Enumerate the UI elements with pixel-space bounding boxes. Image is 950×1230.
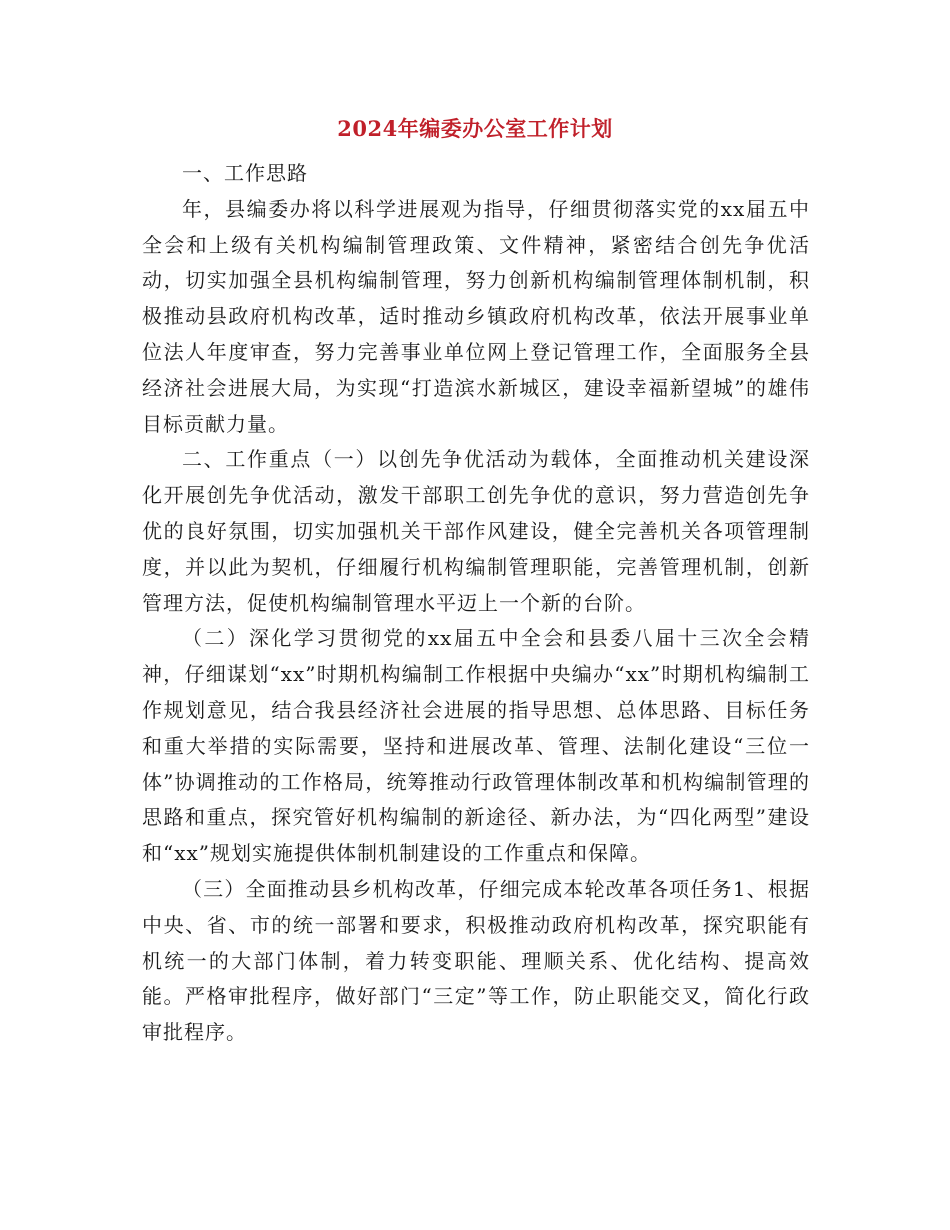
paragraph-key-work-3: （三）全面推动县乡机构改革，仔细完成本轮改革各项任务1、根据中央、省、市的统一部署和要求，积极推动政府机构改革，探究职能有机统一的大部门体制，着力转变职能、理顺关系、优化结构、提高效能。严格审批程序，做好部门“三定”等工作，防止职能交叉，简化行政审批程序。: [142, 876, 810, 1045]
section-heading-approach: 一、工作思路: [182, 161, 308, 185]
paragraph-key-work-2: （二）深化学习贯彻党的xx届五中全会和县委八届十三次全会精神，仔细谋划“xx”时期机构编制工作根据中央编办“xx”时期机构编制工作规划意见，结合我县经济社会进展的指导思想、总体思路、目标任务和重大举措的实际需要，坚持和进展改革、管理、法制化建设“三位一体”协调推动的工作格局，统筹推动行政管理体制改革和机构编制管理的思路和重点，探究管好机构编制的新途径、新办法，为“四化两型”建设和“xx”规划实施提供体制机制建设的工作重点和保障。: [142, 626, 810, 866]
paragraph-key-work-1: 二、工作重点（一）以创先争优活动为载体，全面推动机关建设深化开展创先争优活动，激发干部职工创先争优的意识，努力营造创先争优的良好氛围，切实加强机关干部作风建设，健全完善机关各项管理制度，并以此为契机，仔细履行机构编制管理职能，完善管理机制，创新管理方法，促使机构编制管理水平迈上一个新的台阶。: [142, 447, 810, 615]
document-body: [142, 156, 810, 1051]
document-title: 2024年编委办公室工作计划: [337, 116, 613, 141]
paragraph-approach: 年，县编委办将以科学进展观为指导，仔细贯彻落实党的xx届五中全会和上级有关机构编制管理政策、文件精神，紧密结合创先争优活动，切实加强全县机构编制管理，努力创新机构编制管理体制机制，积极推动县政府机构改革，适时推动乡镇政府机构改革，依法开展事业单位法人年度审查，努力完善事业单位网上登记管理工作，全面服务全县经济社会进展大局，为实现“打造滨水新城区，建设幸福新望城”的雄伟目标贡献力量。: [142, 196, 810, 436]
